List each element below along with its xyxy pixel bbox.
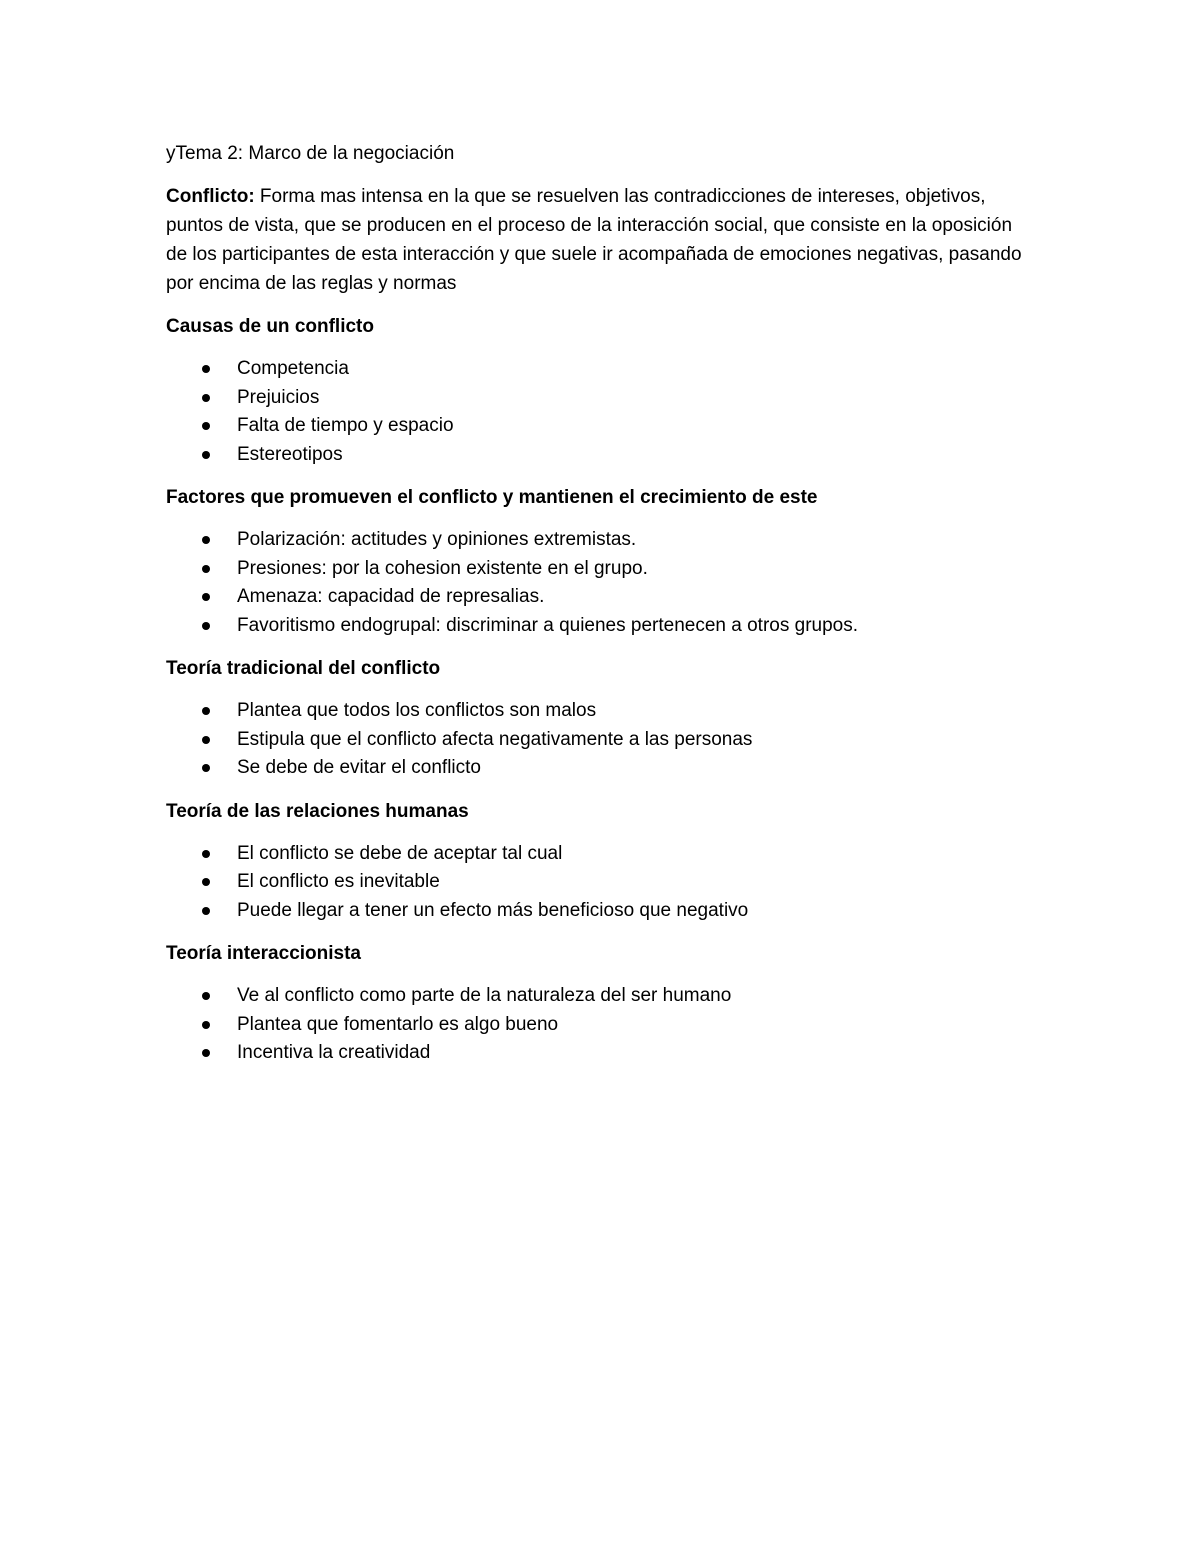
bullet-icon [202,907,210,915]
section-heading-factores: Factores que promueven el conflicto y mantienen el crecimiento de este [166,487,818,508]
bullet-list-causas [166,355,1026,469]
bullet-icon [202,394,210,402]
list-item-text: Prejuicios [237,386,320,408]
list-item [166,868,1026,897]
list-item-text: Plantea que todos los conflictos son malos [237,700,597,721]
list-item [166,840,1026,869]
bullet-icon [202,536,210,544]
list-item-text: Estereotipos [237,443,343,465]
intro-text: Forma mas intensa en la que se resuelven las contradicciones de intereses, objetivos, puntos de vista, que se producen en el proceso de la interacción social, que consiste en la oposición de los participantes de esta interacción y que suele ir acompañada de emociones negativas, pasando por encima de las reglas y normas [166,186,1022,294]
list-item [166,555,1026,584]
list-item-text: Amenaza: capacidad de represalias. [237,586,545,607]
section-heading-teoria-tradicional: Teoría tradicional del conflicto [166,658,441,679]
list-item-text: Competencia [237,358,349,379]
intro-term: Conflicto: [166,186,255,207]
list-item-text: Plantea que fomentarlo es algo bueno [237,1013,559,1035]
section-heading-interaccionista: Teoría interaccionista [166,943,361,964]
bullet-icon [202,878,210,886]
document-title: yTema 2: Marco de la negociación [166,143,455,164]
bullet-icon [202,451,210,459]
list-item-text: Estipula que el conflicto afecta negativamente a las personas [237,728,753,750]
list-item-text: Polarización: actitudes y opiniones extremistas. [237,529,637,550]
list-item-text: Falta de tiempo y espacio [237,415,454,436]
bullet-icon [202,365,210,373]
document-content [166,139,1026,1082]
bullet-list-relaciones-humanas [166,840,1026,926]
bullet-icon [202,764,210,772]
list-item [166,612,1026,641]
bullet-icon [202,565,210,573]
bullet-icon [202,850,210,858]
list-item [166,526,1026,555]
bullet-icon [202,422,210,430]
list-item-text: El conflicto es inevitable [237,871,440,892]
bullet-list-teoria-tradicional [166,697,1026,783]
bullet-icon [202,707,210,715]
list-item-text: Puede llegar a tener un efecto más beneficioso que negativo [237,899,749,921]
list-item [166,384,1026,413]
section-heading-causas: Causas de un conflicto [166,316,374,337]
bullet-list-factores [166,526,1026,640]
bullet-list-interaccionista [166,982,1026,1068]
list-item [166,897,1026,926]
list-item [166,982,1026,1011]
list-item-text: Favoritismo endogrupal: discriminar a quienes pertenecen a otros grupos. [237,614,858,636]
bullet-icon [202,593,210,601]
list-item [166,754,1026,783]
bullet-icon [202,1021,210,1029]
intro-paragraph [166,182,1026,298]
bullet-icon [202,622,210,630]
bullet-icon [202,992,210,1000]
list-item-text: Incentiva la creatividad [237,1042,431,1063]
bullet-icon [202,1049,210,1057]
section-heading-relaciones-humanas: Teoría de las relaciones humanas [166,800,469,822]
list-item [166,697,1026,726]
list-item-text: El conflicto se debe de aceptar tal cual [237,842,563,864]
list-item-text: Se debe de evitar el conflicto [237,757,481,778]
list-item [166,726,1026,755]
list-item-text: Ve al conflicto como parte de la naturaleza del ser humano [237,985,732,1006]
list-item [166,1011,1026,1040]
bullet-icon [202,736,210,744]
list-item [166,412,1026,441]
list-item [166,583,1026,612]
list-item [166,355,1026,384]
list-item [166,1039,1026,1068]
list-item [166,441,1026,470]
list-item-text: Presiones: por la cohesion existente en el grupo. [237,557,648,579]
